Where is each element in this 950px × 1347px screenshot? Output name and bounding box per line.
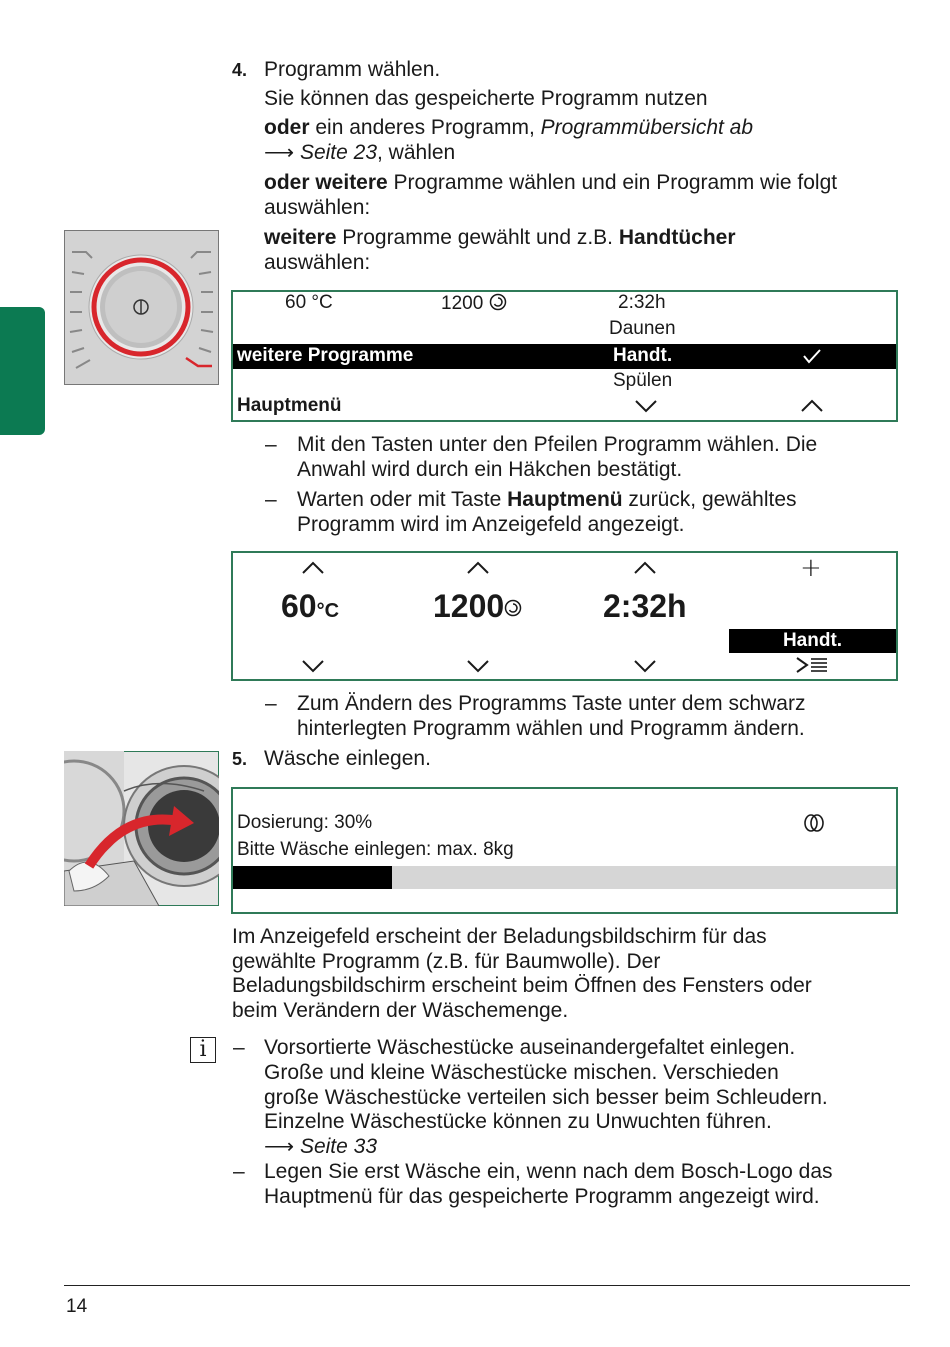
temperature-number: 60 (281, 588, 317, 624)
program-dial-image (64, 230, 219, 385)
text-span: Programme gewählt und z.B. (336, 226, 619, 249)
bullet-3-line-1: Zum Ändern des Programms Taste unter dem schwarz (297, 692, 806, 715)
bullet-dash: – (233, 1036, 245, 1059)
main-menu-label[interactable]: Hauptmenü (237, 395, 342, 416)
bold-handtuecher: Handtücher (618, 226, 736, 249)
step-4-text-4 (264, 225, 736, 250)
info-1-line-4: Einzelne Wäschestücke können zu Unwuchten führen. (264, 1110, 772, 1133)
spin-large (433, 588, 522, 625)
temp-down-chevron-icon[interactable] (301, 659, 325, 678)
spin-value (441, 293, 507, 317)
para-line-3: Beladungsbildschirm erscheint beim Öffnen des Fensters oder (232, 974, 812, 997)
bullet-1-line-1: Mit den Tasten unter den Pfeilen Programm wählen. Die (297, 433, 818, 456)
bullet-2-line-2: Programm wird im Anzeigefeld angezeigt. (297, 513, 685, 536)
step-4-text-3b: auswählen: (264, 196, 371, 219)
step-4-title: Programm wählen. (264, 58, 441, 81)
info-1-line-2: Große und kleine Wäschestücke mischen. Verschieden (264, 1061, 779, 1084)
page-reference-33[interactable]: Seite 33 (299, 1135, 378, 1158)
load-progress-fill (233, 866, 392, 889)
temperature-value: 60 °C (285, 292, 333, 313)
info-2-line-2: Hauptmenü für das gespeicherte Programm angezeigt wird. (264, 1185, 820, 1208)
step-number-5: 5. (232, 749, 248, 769)
time-up-chevron-icon[interactable] (633, 561, 657, 580)
bullet-3-line-2: hinterlegten Programm wählen und Programm ändern. (297, 717, 805, 740)
step-4-text-3 (264, 170, 837, 195)
time-large: 2:32h (603, 588, 687, 624)
selected-program-box[interactable] (729, 629, 896, 653)
info-1-line-1: Vorsortierte Wäschestücke auseinandergefaltet einlegen. (264, 1036, 796, 1059)
selected-program-label: Handt. (782, 630, 843, 651)
plus-icon[interactable]: + (800, 553, 822, 583)
bullet-dash: – (233, 1160, 245, 1183)
step-4-text-1: Sie können das gespeicherte Programm nutzen (264, 87, 708, 110)
link-program-overview[interactable]: Programmübersicht ab (540, 116, 754, 139)
info-2-line-1: Legen Sie erst Wäsche ein, wenn nach dem Bosch-Logo das (264, 1160, 833, 1183)
dosing-text: Dosierung: 30% (237, 812, 373, 833)
para-line-1: Im Anzeigefeld erscheint der Beladungsbildschirm für das (232, 925, 767, 948)
program-option-above: Daunen (609, 318, 676, 339)
bullet-2-line-1 (297, 487, 797, 512)
page-reference-23[interactable]: Seite 23 (299, 141, 378, 164)
text-span: Programme wählen und ein Programm wie folgt (387, 171, 838, 194)
footer-divider (64, 1285, 910, 1286)
info-icon: i (190, 1037, 216, 1063)
chapter-tab (0, 307, 45, 435)
time-value: 2:32h (618, 292, 666, 313)
bold-hauptmenue: Hauptmenü (507, 488, 623, 511)
bold-oder-weitere: oder weitere (264, 171, 388, 194)
step-number-4: 4. (232, 60, 248, 80)
display-load-screen (231, 787, 898, 914)
temperature-large (281, 588, 339, 625)
text-span: Warten oder mit Taste (297, 488, 508, 511)
spin-number: 1200 (433, 588, 505, 624)
bold-oder: oder (264, 116, 310, 139)
temp-up-chevron-icon[interactable] (301, 561, 325, 580)
spin-icon (504, 588, 522, 625)
step-5-title: Wäsche einlegen. (264, 747, 431, 770)
temperature-unit: °C (316, 600, 340, 622)
bullet-dash: – (265, 692, 277, 715)
text-span: ein anderes Programm, (309, 116, 541, 139)
selected-program-label: Handt. (613, 345, 673, 366)
text-span: , wählen (377, 141, 456, 164)
chevron-down-icon[interactable] (634, 399, 658, 418)
time-down-chevron-icon[interactable] (633, 659, 657, 678)
spin-up-chevron-icon[interactable] (466, 561, 490, 580)
info-1-line-5 (264, 1134, 377, 1159)
load-laundry-image (64, 751, 219, 906)
info-1-line-3: große Wäschestücke verteilen sich besser beim Schleudern. (264, 1086, 828, 1109)
more-programs-label: weitere Programme (237, 345, 414, 366)
text-span: zurück, gewähltes (622, 488, 797, 511)
bullet-1-line-2: Anwahl wird durch ein Häkchen bestätigt. (297, 458, 683, 481)
page-number: 14 (66, 1296, 88, 1317)
menu-list-icon[interactable] (795, 655, 829, 680)
para-line-2: gewählte Programm (z.B. für Baumwolle). Der (232, 950, 661, 973)
step-4-text-2b (264, 140, 455, 165)
program-option-below: Spülen (613, 370, 673, 391)
display-main (231, 551, 898, 681)
load-progress-bar (233, 866, 896, 889)
spin-number: 1200 (441, 293, 484, 314)
para-line-4: beim Verändern der Wäschemenge. (232, 999, 569, 1022)
spin-icon (489, 293, 507, 317)
bold-weitere: weitere (264, 226, 337, 249)
idos-icon (803, 813, 825, 838)
arrow-icon: ⟶ (264, 141, 300, 164)
arrow-icon: ⟶ (264, 1135, 300, 1158)
chevron-up-icon[interactable] (800, 399, 824, 418)
bullet-dash: – (265, 433, 277, 456)
display-program-list (231, 290, 898, 422)
selected-program-row (233, 344, 896, 369)
step-4-text-4b: auswählen: (264, 251, 371, 274)
bullet-dash: – (265, 488, 277, 511)
step-4-text-2 (264, 115, 753, 140)
load-instruction-text: Bitte Wäsche einlegen: max. 8kg (237, 839, 514, 860)
checkmark-icon (801, 347, 823, 370)
spin-down-chevron-icon[interactable] (466, 659, 490, 678)
